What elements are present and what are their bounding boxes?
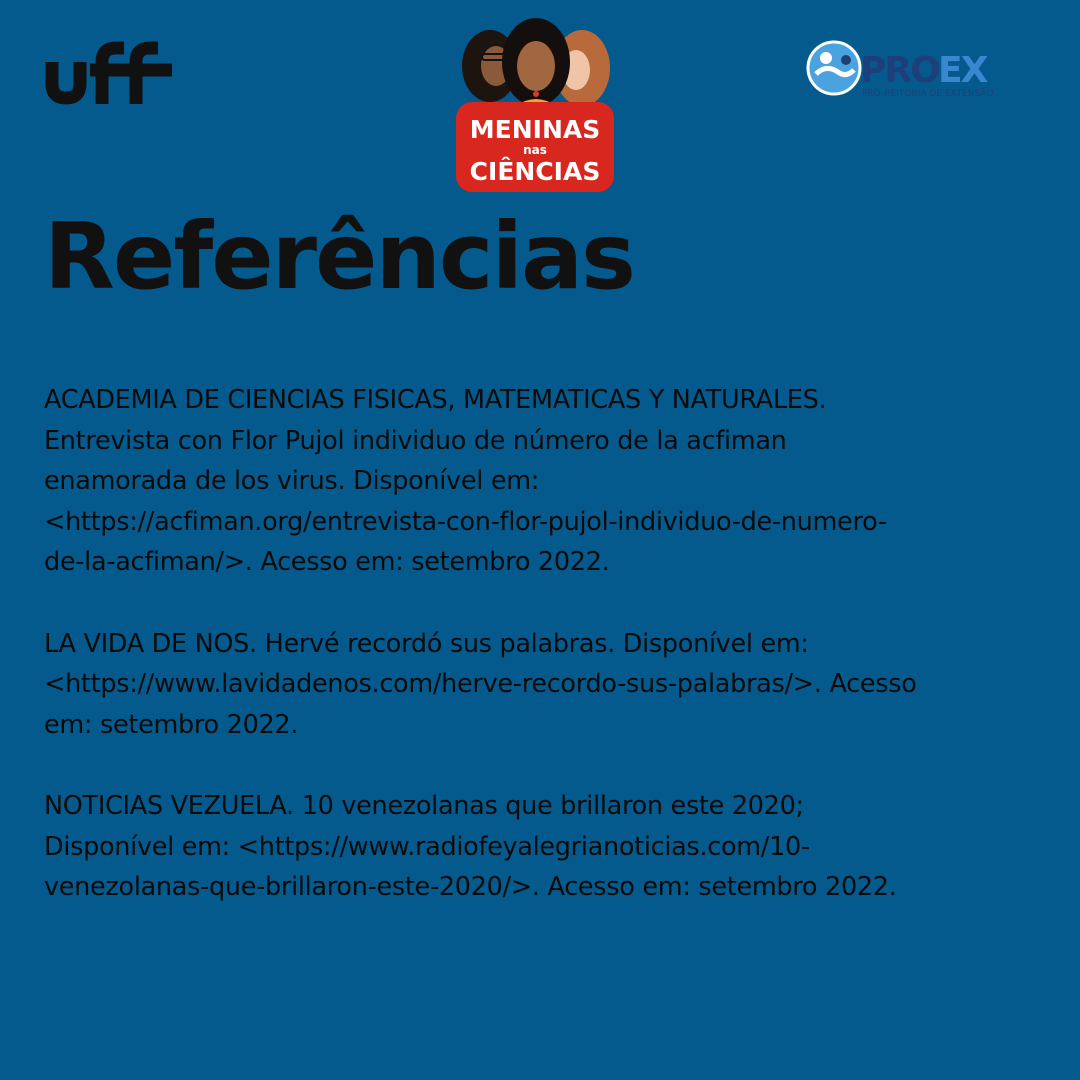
proex-pro-text: PRO bbox=[860, 50, 939, 91]
reference-line: Entrevista con Flor Pujol individuo de número de la acfiman bbox=[44, 425, 787, 456]
uff-logo bbox=[44, 40, 174, 106]
reference-line: LA VIDA DE NOS. Hervé recordó sus palabras. Disponível em: bbox=[44, 628, 809, 659]
proex-ex-text: EX bbox=[938, 50, 987, 91]
reference-item bbox=[44, 380, 1054, 583]
meninas-text-3: CIÊNCIAS bbox=[469, 157, 601, 186]
reference-line: venezolanas-que-brillaron-este-2020/>. Acesso em: setembro 2022. bbox=[44, 872, 897, 902]
proex-emblem-icon bbox=[808, 42, 860, 94]
meninas-text-1: MENINAS bbox=[469, 115, 601, 144]
reference-link[interactable]: <https://acfiman.org/entrevista-con-flor-pujol-individuo-de-numero- bbox=[44, 506, 887, 537]
reference-line: NOTICIAS VEZUELA. 10 venezolanas que brillaron este 2020; bbox=[44, 791, 804, 821]
reference-link[interactable]: <https://www.lavidadenos.com/herve-recordo-sus-palabras/>. Acesso bbox=[44, 669, 917, 699]
reference-item bbox=[44, 786, 1054, 908]
references-list bbox=[44, 380, 1054, 949]
reference-line: enamorada de los virus. Disponível em: bbox=[44, 466, 540, 496]
reference-line: de-la-acfiman/>. Acesso em: setembro 2022. bbox=[44, 547, 610, 577]
proex-subtitle: PRÓ-REITORIA DE EXTENSÃO bbox=[862, 89, 994, 99]
reference-line: em: setembro 2022. bbox=[44, 709, 299, 740]
page-title: Referências bbox=[44, 203, 634, 310]
meninas-nas-ciencias-logo bbox=[452, 14, 618, 194]
proex-logo bbox=[804, 38, 1008, 102]
reference-link[interactable]: Disponível em: <https://www.radiofeyalegrianoticias.com/10- bbox=[44, 831, 810, 862]
reference-line: ACADEMIA DE CIENCIAS FISICAS, MATEMATICAS Y NATURALES. bbox=[44, 385, 827, 415]
meninas-text-2: nas bbox=[523, 143, 547, 157]
reference-item bbox=[44, 624, 1054, 746]
